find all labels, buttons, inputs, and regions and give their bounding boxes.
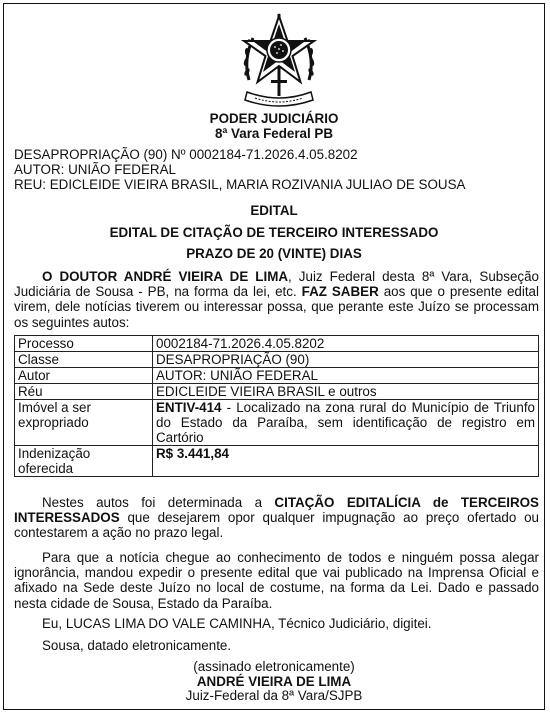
process-line: DESAPROPRIAÇÃO (90) Nº 0002184-71.2026.4.05.8202: [14, 147, 358, 162]
signature-note: (assinado eletronicamente): [193, 659, 355, 674]
citation-bold: CITAÇÃO EDITALÍCIA de TERCEIROS INTERESSADOS: [14, 495, 539, 526]
intro-paragraph: [14, 269, 539, 330]
judge-name: O DOUTOR ANDRÉ VIEIRA DE LIMA: [42, 269, 289, 284]
publication-paragraph: Para que a notícia chegue ao conhecimento de todos e ninguém possa alegar ignorância, mandou expedir o presente edital que vai publicado na Imprensa Oficial e afixado na Sede deste Juízo no local de costume, na forma da Lei. Dado e passado nesta cidade de Sousa, Estado da Paraíba.: [14, 550, 539, 611]
table-row: [15, 336, 539, 352]
edital-page: [3, 3, 545, 710]
table-key: Autor: [15, 368, 153, 384]
defendant-line: REU: EDICLEIDE VIEIRA BRASIL, MARIA ROZIVANIA JULIAO DE SOUSA: [14, 177, 466, 193]
typist-paragraph: Eu, LUCAS LIMA DO VALE CAMINHA, Técnico Judiciário, digitei.: [42, 616, 432, 631]
table-row: [15, 400, 539, 446]
citation-text-a: Nestes autos foi determinada a: [42, 495, 275, 510]
table-value: [153, 400, 539, 446]
imovel-code: ENTIV-414: [156, 400, 222, 415]
table-value: AUTOR: UNIÃO FEDERAL: [153, 368, 539, 384]
table-key: Imóvel a ser expropriado: [15, 400, 153, 446]
signature-block: [4, 660, 544, 704]
table-value: 0002184-71.2026.4.05.8202: [153, 336, 539, 352]
table-key: Processo: [15, 336, 153, 352]
date-paragraph: Sousa, datado eletronicamente.: [42, 638, 232, 653]
table-key: Classe: [15, 352, 153, 368]
table-value: EDICLEIDE VIEIRA BRASIL e outros: [153, 384, 539, 400]
intro-text-a: , Juiz Federal desta 8ª Vara, Subseção Judiciária de Sousa - PB, na forma da lei, etc.: [14, 269, 539, 300]
table-row: [15, 384, 539, 400]
brazil-coat-of-arms-icon: [235, 10, 323, 110]
title-edital: EDITAL: [250, 203, 298, 218]
citation-text-b: que desejarem opor qualquer impugnação ao preço ofertado ou contestarem a ação no prazo legal.: [14, 510, 539, 541]
intro-text-b: aos que o presente edital virem, dele notícias tiverem ou interessar possa, que perante este Juízo se processam os seguintes autos:: [14, 284, 539, 330]
table-value: R$ 3.441,84: [153, 446, 539, 477]
table-key: Indenização oferecida: [15, 446, 153, 477]
signature-name: ANDRÉ VIEIRA DE LIMA: [196, 673, 352, 689]
table-value: DESAPROPRIAÇÃO (90): [153, 352, 539, 368]
signature-role: Juiz-Federal da 8ª Vara/SJPB: [185, 688, 363, 703]
table-row: [15, 446, 539, 477]
header-court: 8ª Vara Federal PB: [214, 126, 334, 141]
author-line: AUTOR: UNIÃO FEDERAL: [14, 162, 176, 178]
header-judiciary: PODER JUDICIÁRIO: [209, 111, 339, 126]
title-citacao: EDITAL DE CITAÇÃO DE TERCEIRO INTERESSADO: [109, 225, 439, 240]
table-row: [15, 368, 539, 384]
table-row: [15, 352, 539, 368]
title-prazo: PRAZO DE 20 (VINTE) DIAS: [186, 246, 362, 261]
faz-saber: FAZ SABER: [301, 284, 379, 300]
imovel-text: - Localizado na zona rural do Município de Triunfo do Estado da Paraíba, sem identificação de registro em Cartório: [156, 400, 535, 445]
case-meta: [14, 147, 539, 193]
process-table: [14, 335, 539, 477]
table-key: Réu: [15, 384, 153, 400]
citation-paragraph: [14, 495, 539, 541]
